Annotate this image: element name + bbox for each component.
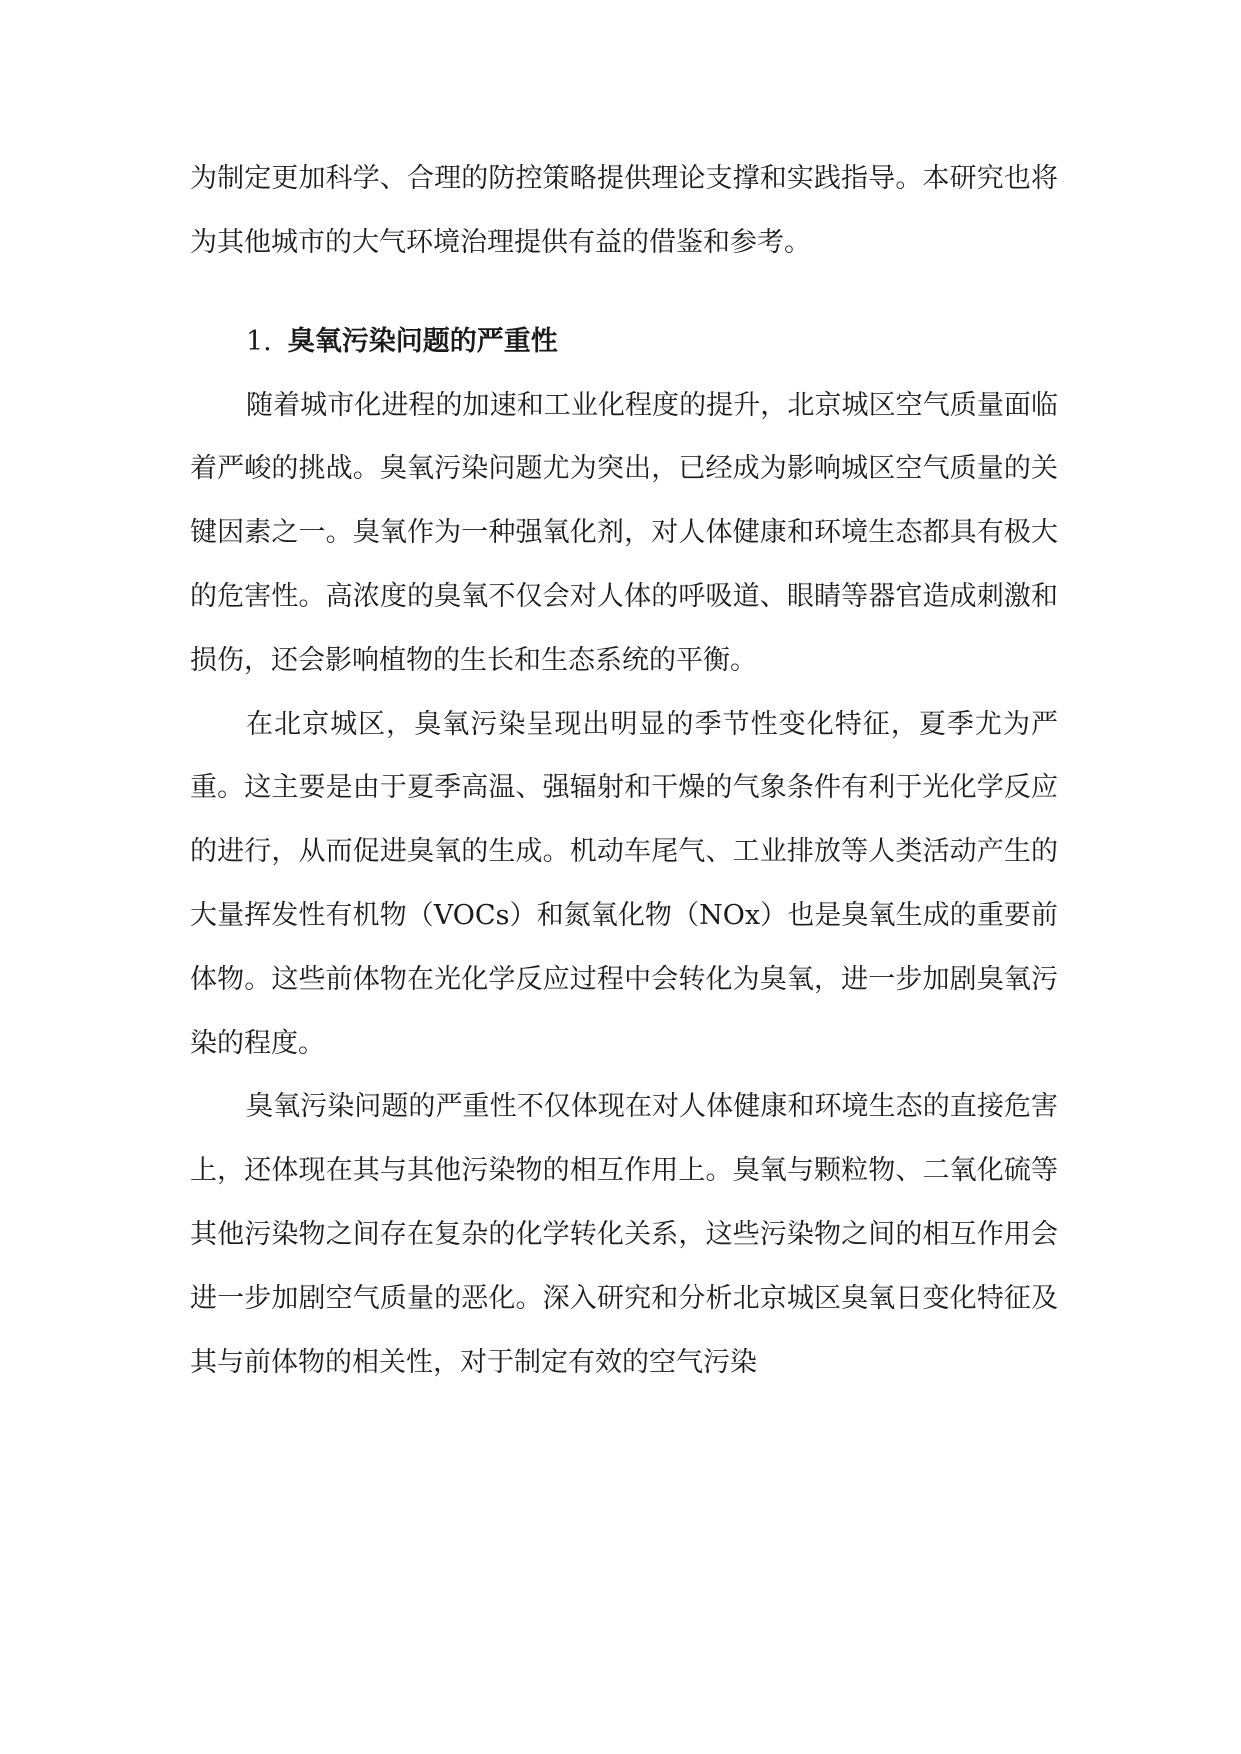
intro-continuation-paragraph: 为制定更加科学、合理的防控策略提供理论支撑和实践指导。本研究也将为其他城市的大气环境治理提供有益的借鉴和参考。 [190, 163, 1058, 258]
section-heading [190, 322, 1058, 362]
body-paragraph-3: 臭氧污染问题的严重性不仅体现在对人体健康和环境生态的直接危害上，还体现在其与其他污染物的相互作用上。臭氧与颗粒物、二氧化硫等其他污染物之间存在复杂的化学转化关系，这些污染物之间的相互作用会进一步加剧空气质量的恶化。深入研究和分析北京城区臭氧日变化特征及其与前体物的相关性，对于制定有效的空气污染 [190, 1091, 1058, 1378]
section-number: 1. [246, 325, 272, 357]
body-paragraph-1: 随着城市化进程的加速和工业化程度的提升，北京城区空气质量面临着严峻的挑战。臭氧污染问题尤为突出，已经成为影响城区空气质量的关键因素之一。臭氧作为一种强氧化剂，对人体健康和环境生态都具有极大的危害性。高浓度的臭氧不仅会对人体的呼吸道、眼睛等器官造成刺激和损伤，还会影响植物的生长和生态系统的平衡。 [190, 389, 1058, 676]
document-page [190, 147, 1058, 1394]
spacer [190, 275, 1058, 322]
body-paragraph-2: 在北京城区，臭氧污染呈现出明显的季节性变化特征，夏季尤为严重。这主要是由于夏季高温、强辐射和干燥的气象条件有利于光化学反应的进行，从而促进臭氧的生成。机动车尾气、工业排放等人类活动产生的大量挥发性有机物（VOCs）和氮氧化物（NOx）也是臭氧生成的重要前体物。这些前体物在光化学反应过程中会转化为臭氧，进一步加剧臭氧污染的程度。 [190, 708, 1058, 1059]
spacer [190, 362, 1058, 374]
section-title: 臭氧污染问题的严重性 [287, 325, 558, 357]
